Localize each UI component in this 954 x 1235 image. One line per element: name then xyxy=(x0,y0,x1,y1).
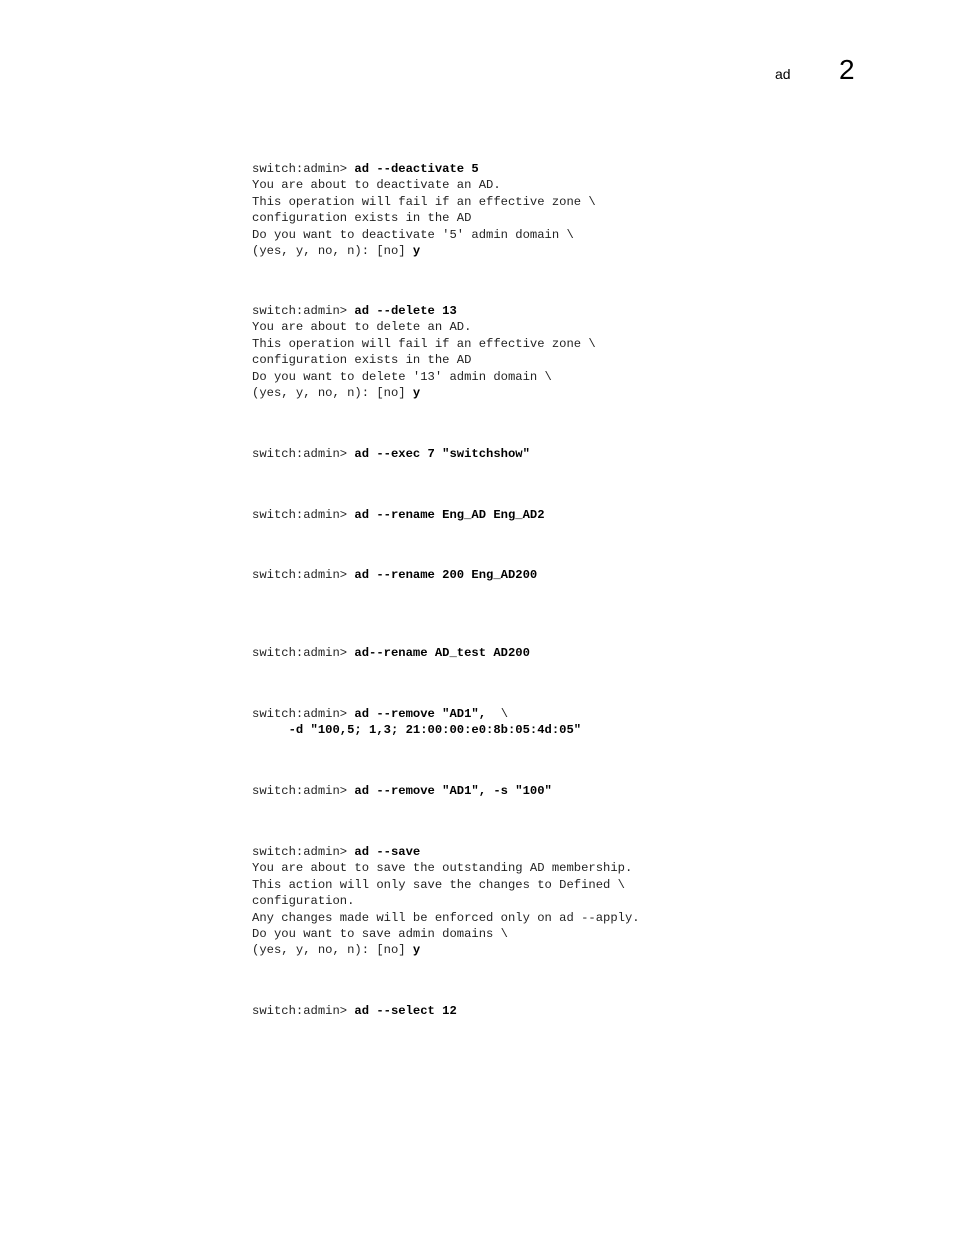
command-text: -d "100,5; 1,3; 21:00:00:e0:8b:05:4d:05" xyxy=(288,723,582,738)
command-text: ad --rename 200 Eng_AD200 xyxy=(354,568,538,582)
code-line xyxy=(252,446,530,462)
command-text: ad--rename AD_test AD200 xyxy=(354,646,530,660)
command-text: ad --rename Eng_AD Eng_AD2 xyxy=(354,508,545,522)
output-text: (yes, y, no, n): [no] xyxy=(252,243,413,258)
code-line xyxy=(252,893,640,909)
example-remove-2 xyxy=(252,783,552,799)
output-text: switch:admin> xyxy=(252,304,355,318)
command-text: ad --select 12 xyxy=(354,1004,457,1018)
code-line xyxy=(252,926,640,942)
output-text: This action will only save the changes to Defined \ xyxy=(252,877,625,892)
command-text: ad --deactivate 5 xyxy=(354,162,479,176)
example-rename-3 xyxy=(252,645,530,661)
code-line xyxy=(252,844,640,860)
output-text: switch:admin> xyxy=(252,707,355,721)
output-text: switch:admin> xyxy=(252,447,355,461)
command-text: y xyxy=(412,943,421,958)
command-text: ad --save xyxy=(354,845,421,859)
chapter-number: 2 xyxy=(839,54,855,85)
command-text: y xyxy=(412,385,421,400)
example-remove-1 xyxy=(252,706,581,739)
output-text: switch:admin> xyxy=(252,508,355,522)
code-line xyxy=(252,385,596,401)
output-text: configuration exists in the AD xyxy=(252,353,472,368)
code-line xyxy=(252,942,640,958)
output-text: switch:admin> xyxy=(252,162,355,176)
example-deactivate xyxy=(252,161,596,259)
example-save xyxy=(252,844,640,959)
output-text: Do you want to delete '13' admin domain \ xyxy=(252,369,552,384)
code-line xyxy=(252,177,596,193)
output-text: switch:admin> xyxy=(252,1004,355,1018)
command-text: y xyxy=(412,243,421,258)
output-text: switch:admin> xyxy=(252,845,355,859)
code-line xyxy=(252,227,596,243)
output-text: You are about to delete an AD. xyxy=(252,320,472,335)
code-line xyxy=(252,860,640,876)
output-text: You are about to deactivate an AD. xyxy=(252,178,501,193)
example-rename-2 xyxy=(252,567,537,583)
output-text: configuration. xyxy=(252,894,355,909)
output-text: This operation will fail if an effective zone \ xyxy=(252,194,596,209)
running-header-section: ad xyxy=(775,66,791,82)
code-line xyxy=(252,567,537,583)
code-line xyxy=(252,706,581,722)
output-text xyxy=(252,723,289,737)
code-line xyxy=(252,319,596,335)
code-line xyxy=(252,303,596,319)
output-text: switch:admin> xyxy=(252,568,355,582)
output-text: You are about to save the outstanding AD membership. xyxy=(252,861,633,876)
output-text: switch:admin> xyxy=(252,646,355,660)
output-text: Any changes made will be enforced only on ad --apply. xyxy=(252,910,640,925)
example-exec xyxy=(252,446,530,462)
output-text: This operation will fail if an effective zone \ xyxy=(252,336,596,351)
code-line xyxy=(252,910,640,926)
output-text: Do you want to save admin domains \ xyxy=(252,926,508,941)
code-line xyxy=(252,722,581,738)
code-line xyxy=(252,507,545,523)
example-rename-1 xyxy=(252,507,545,523)
output-text: (yes, y, no, n): [no] xyxy=(252,943,413,958)
command-text: ad --exec 7 "switchshow" xyxy=(354,447,530,461)
code-line xyxy=(252,783,552,799)
code-line xyxy=(252,336,596,352)
output-text: configuration exists in the AD xyxy=(252,211,472,226)
code-line xyxy=(252,210,596,226)
output-text: switch:admin> xyxy=(252,784,355,798)
output-text: \ xyxy=(486,707,509,721)
example-select xyxy=(252,1003,457,1019)
output-text: Do you want to deactivate '5' admin domain \ xyxy=(252,227,574,242)
example-delete xyxy=(252,303,596,401)
code-line xyxy=(252,1003,457,1019)
code-line xyxy=(252,243,596,259)
code-line xyxy=(252,369,596,385)
code-line xyxy=(252,877,640,893)
command-text: ad --delete 13 xyxy=(354,304,457,318)
command-text: ad --remove "AD1", xyxy=(354,707,487,721)
code-line xyxy=(252,645,530,661)
output-text: (yes, y, no, n): [no] xyxy=(252,385,413,400)
code-line xyxy=(252,194,596,210)
code-line xyxy=(252,352,596,368)
code-line xyxy=(252,161,596,177)
command-text: ad --remove "AD1", -s "100" xyxy=(354,784,552,798)
